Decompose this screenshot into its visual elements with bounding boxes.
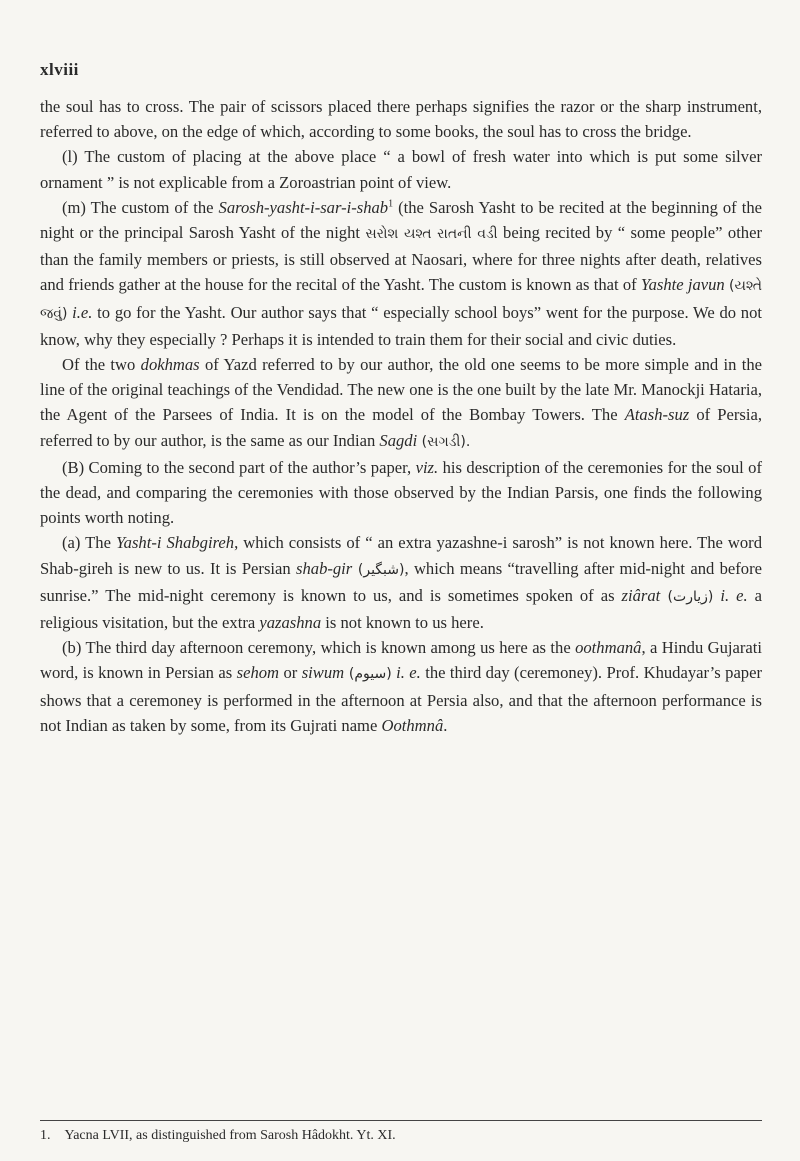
paragraph-text: , a Hindu Gujarati word, is known in Persian as (40, 638, 762, 683)
body-text (40, 94, 762, 738)
paragraph-text: or (279, 663, 302, 683)
paragraph-second-part (40, 455, 762, 531)
document-page (40, 0, 762, 1161)
footnote-marker: 1 (388, 198, 394, 210)
paragraph-bowl-of-water (40, 144, 762, 194)
paragraph-text: , which means “travelling after mid-night and before sunrise.” The mid-night ceremony is known to us, and is sometimes spoken of as (40, 558, 762, 605)
footnote (40, 1127, 396, 1145)
gujarati-phrase: સરોશ યશ્ત રાતની વડી (365, 226, 498, 243)
paragraph-text: the third day (ceremoney). Prof. Khudayar’s paper shows that a ceremoney is performed in the afternoon at Persia also, and that the afternoon performance is not Indian as taken by some, from its Gujrati name (40, 663, 762, 735)
footnote-number: 1. (40, 1128, 51, 1143)
paragraph-sarosh-yasht (40, 195, 762, 352)
paragraph-shabgireh (40, 530, 762, 635)
paragraph-text: his description of the ceremonies for the soul of the dead, and comparing the ceremonies with those observed by the Indian Parsis, one finds the following points worth noting. (40, 457, 762, 528)
paragraph-text: Of the two (62, 355, 141, 375)
paragraph-dokhmas (40, 352, 762, 455)
italic-term: i. e. (713, 585, 748, 605)
paragraph-text: (l) The custom of placing at the above place “ a bowl of fresh water into which is put some silver ornament ” is not explicable from a Zoroastrian point of view. (40, 147, 762, 192)
italic-term: Sarosh-yasht-i-sar-i-shab (218, 197, 389, 217)
italic-term: ziârat (621, 585, 661, 605)
footnote-divider (40, 1120, 762, 1121)
paragraph-text: , which consists of “ an extra yazashne-i sarosh” is not known here. The word Shab-gireh is new to us. It is Persian (40, 533, 762, 578)
italic-term: i.e. (67, 302, 93, 322)
italic-term: oothmanâ (575, 638, 642, 658)
italic-term: Sagdi (379, 430, 418, 450)
paragraph-text: (B) Coming to the second part of the author’s paper, (62, 457, 416, 477)
gujarati-phrase: (સગડી). (417, 433, 471, 450)
italic-term: siwum (301, 663, 345, 683)
italic-term: shab-gir (296, 558, 353, 578)
paragraph-text: (a) The (62, 533, 116, 553)
italic-term: sehom (236, 663, 280, 683)
italic-term: Yasht-i Shabgireh (115, 533, 235, 553)
italic-term: viz. (415, 457, 439, 477)
italic-term: dokhmas (140, 355, 200, 375)
paragraph-text: being recited by “ some people” other than the family members or priests, is still observed at Naosari, where for three nights after death, relatives and friends gather at the house for the recital of the Yasht. The custom is known as that of (40, 223, 762, 295)
paragraph-scissors (40, 94, 762, 144)
paragraph-text: of Yazd referred to by our author, the old one seems to be more simple and in the line of the original teachings of the Vendidad. The new one is the one built by the late Mr. Manockji Hataria, the Agent of the Parsees of India. It is on the model of the Bombay Towers. The (40, 355, 762, 425)
page-number: xlviii (40, 60, 79, 79)
paragraph-text: . (443, 715, 448, 735)
paragraph-text: (b) The third day afternoon ceremony, which is known among us here as the (62, 638, 576, 658)
italic-term: yazashna (259, 613, 322, 633)
paragraph-text: a religious visitation, but the extra (40, 585, 762, 633)
footnote-text: Yacna LVII, as distinguished from Sarosh Hâdokht. Yt. XI. (64, 1128, 396, 1143)
paragraph-text: is not known to us here. (321, 613, 484, 633)
paragraph-text: the soul has to cross. The pair of scissors placed there perhaps signifies the razor or the sharp instrument, referred to above, on the edge of which, according to some books, the soul has to cross the bridge. (40, 97, 762, 142)
paragraph-text: to go for the Yasht. Our author says that “ especially school boys” went for the purpose. We do not know, why they especially ? Perhaps it is intended to train them for their social and civic duties. (40, 302, 762, 349)
persian-word: (شبگیر) (352, 561, 405, 578)
paragraph-text: of Persia, referred to by our author, is the same as our Indian (40, 405, 762, 450)
italic-term: Yashte javun (640, 275, 725, 295)
persian-word: (زیارت) (660, 588, 714, 605)
italic-term: Atash-suz (624, 405, 690, 425)
paragraph-text: (the Sarosh Yasht to be recited at the beginning of the night or the principal Sarosh Yasht of the night (40, 197, 762, 243)
italic-term: Oothmnâ (381, 715, 444, 735)
persian-word: (سیوم) (344, 666, 392, 683)
paragraph-oothmana (40, 635, 762, 738)
gujarati-phrase: (યશ્તે જવું) (40, 278, 763, 322)
italic-term: i. e. (391, 663, 421, 683)
paragraph-text: (m) The custom of the (62, 197, 219, 217)
